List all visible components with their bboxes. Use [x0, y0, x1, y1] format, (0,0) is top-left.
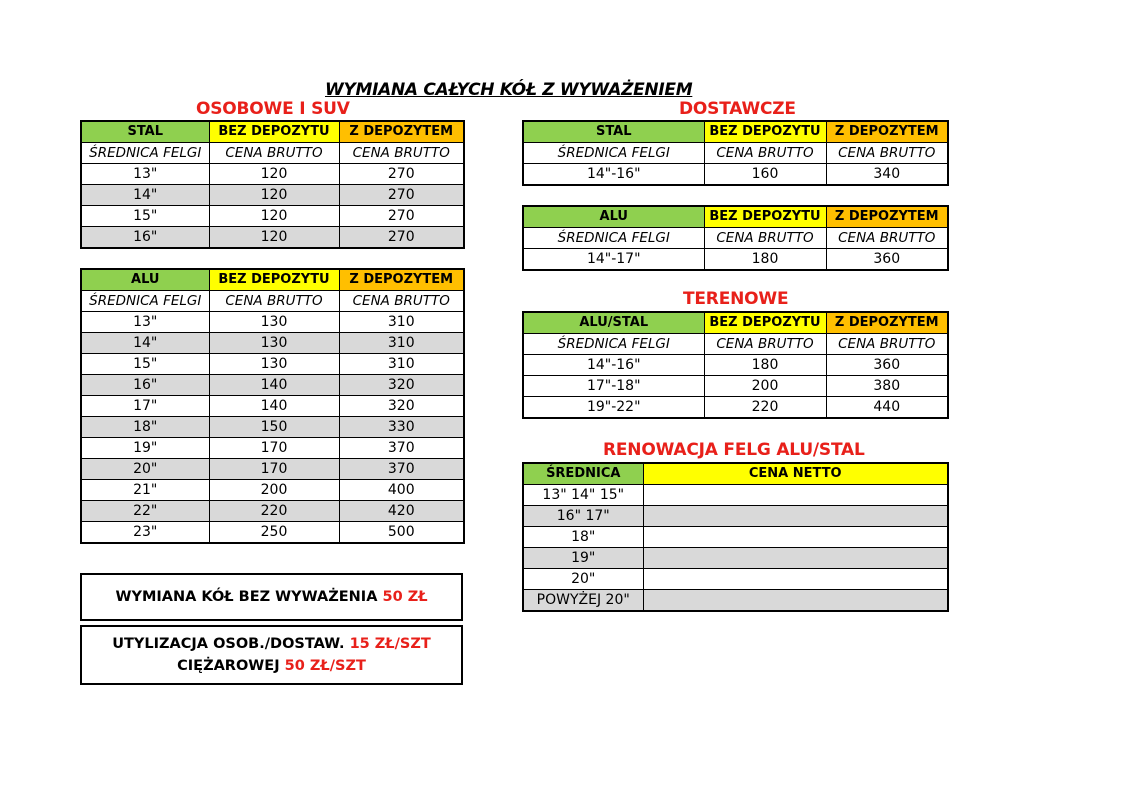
table-row: 15" 130 310 — [81, 354, 464, 375]
table-row: 14"-17" 180 360 — [523, 249, 948, 271]
subheader-cena: CENA BRUTTO — [826, 334, 948, 355]
col-header-bez-depozytu: BEZ DEPOZYTU — [209, 121, 339, 143]
subheader-srednica: ŚREDNICA FELGI — [81, 143, 209, 164]
table-row: 20" 170 370 — [81, 459, 464, 480]
wymiana-note-price: 50 ZŁ — [382, 589, 428, 605]
table-row: 13" 120 270 — [81, 164, 464, 185]
table-row: 19" 170 370 — [81, 438, 464, 459]
subheader-cena: CENA BRUTTO — [704, 228, 826, 249]
subheader-cena: CENA BRUTTO — [704, 334, 826, 355]
utylizacja-line-2: CIĘŻAROWEJ 50 ZŁ/SZT — [177, 658, 366, 674]
col-header-material: ALU/STAL — [523, 312, 704, 334]
subheader-srednica: ŚREDNICA FELGI — [81, 291, 209, 312]
page-title: WYMIANA CAŁYCH KÓŁ Z WYWAŻENIEM — [325, 80, 693, 100]
terenowe-title: TERENOWE — [683, 289, 789, 309]
renowacja-table — [522, 462, 949, 612]
table-row: 15" 120 270 — [81, 206, 464, 227]
col-header-material: ALU — [81, 269, 209, 291]
table-row: 19"-22" 220 440 — [523, 397, 948, 419]
table-row: 19" — [523, 548, 948, 569]
subheader-cena: CENA BRUTTO — [826, 228, 948, 249]
table-row: 16" 17" — [523, 506, 948, 527]
col-header-srednica: ŚREDNICA — [523, 463, 643, 485]
dostawcze-alu-table — [522, 205, 949, 271]
table-row: 16" 140 320 — [81, 375, 464, 396]
utylizacja-note-box — [80, 625, 463, 685]
table-row: 22" 220 420 — [81, 501, 464, 522]
col-header-bez-depozytu: BEZ DEPOZYTU — [704, 121, 826, 143]
table-row: 20" — [523, 569, 948, 590]
renowacja-title: RENOWACJA FELG ALU/STAL — [603, 440, 865, 460]
subheader-srednica: ŚREDNICA FELGI — [523, 334, 704, 355]
subheader-cena: CENA BRUTTO — [209, 291, 339, 312]
subheader-cena: CENA BRUTTO — [826, 143, 948, 164]
col-header-bez-depozytu: BEZ DEPOZYTU — [704, 206, 826, 228]
table-row: 14" 120 270 — [81, 185, 464, 206]
table-row: 21" 200 400 — [81, 480, 464, 501]
dostawcze-stal-table — [522, 120, 949, 186]
subheader-cena: CENA BRUTTO — [339, 291, 464, 312]
col-header-z-depozytem: Z DEPOZYTEM — [826, 312, 948, 334]
col-header-bez-depozytu: BEZ DEPOZYTU — [704, 312, 826, 334]
dostawcze-title: DOSTAWCZE — [679, 99, 796, 119]
osobowe-alu-table — [80, 268, 465, 544]
table-row: 17"-18" 200 380 — [523, 376, 948, 397]
col-header-z-depozytem: Z DEPOZYTEM — [826, 121, 948, 143]
terenowe-table — [522, 311, 949, 419]
col-header-z-depozytem: Z DEPOZYTEM — [826, 206, 948, 228]
col-header-material: STAL — [81, 121, 209, 143]
table-row: 18" — [523, 527, 948, 548]
subheader-cena: CENA BRUTTO — [339, 143, 464, 164]
table-row: 14"-16" 160 340 — [523, 164, 948, 186]
table-row: 14" 130 310 — [81, 333, 464, 354]
table-row: 17" 140 320 — [81, 396, 464, 417]
subheader-srednica: ŚREDNICA FELGI — [523, 143, 704, 164]
col-header-bez-depozytu: BEZ DEPOZYTU — [209, 269, 339, 291]
col-header-cena-netto: CENA NETTO — [643, 463, 948, 485]
wymiana-note-text: WYMIANA KÓŁ BEZ WYWAŻENIA — [115, 589, 378, 605]
table-row: 14"-16" 180 360 — [523, 355, 948, 376]
table-row: 18" 150 330 — [81, 417, 464, 438]
table-row: 23" 250 500 — [81, 522, 464, 544]
table-row: 16" 120 270 — [81, 227, 464, 249]
subheader-srednica: ŚREDNICA FELGI — [523, 228, 704, 249]
col-header-material: ALU — [523, 206, 704, 228]
subheader-cena: CENA BRUTTO — [209, 143, 339, 164]
table-row: 13" 14" 15" — [523, 485, 948, 506]
osobowe-stal-table — [80, 120, 465, 249]
osobowe-title: OSOBOWE I SUV — [196, 99, 350, 119]
utylizacja-line-1: UTYLIZACJA OSOB./DOSTAW. 15 ZŁ/SZT — [112, 636, 431, 652]
col-header-z-depozytem: Z DEPOZYTEM — [339, 121, 464, 143]
col-header-material: STAL — [523, 121, 704, 143]
subheader-cena: CENA BRUTTO — [704, 143, 826, 164]
col-header-z-depozytem: Z DEPOZYTEM — [339, 269, 464, 291]
table-row: 13" 130 310 — [81, 312, 464, 333]
table-row: POWYŻEJ 20" — [523, 590, 948, 612]
wymiana-note-box — [80, 573, 463, 621]
